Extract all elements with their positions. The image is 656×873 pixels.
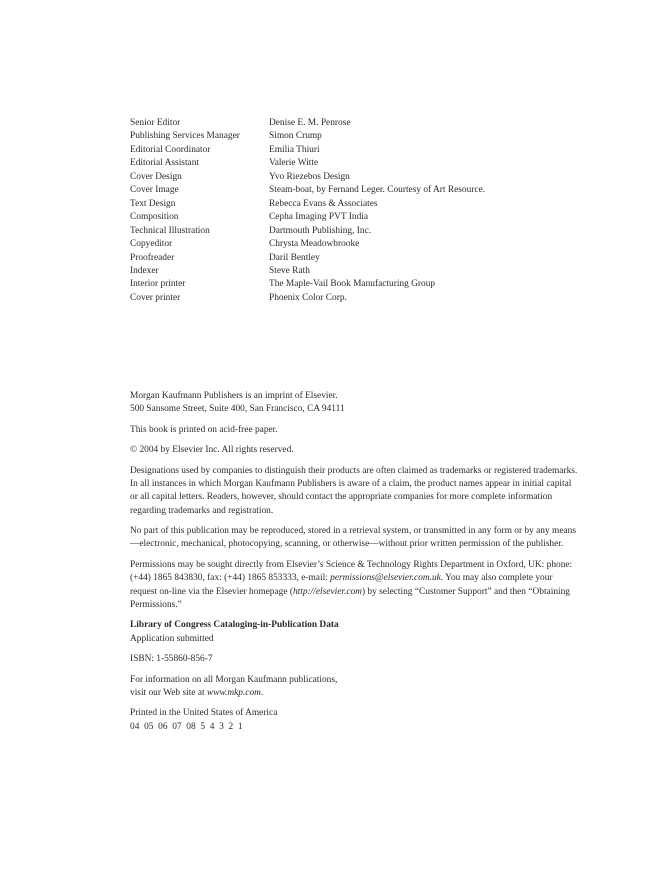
credit-name: Steam-boat, by Fernand Leger. Courtesy of Art Resource. [269, 185, 486, 196]
permissions-text: ) by selecting “Customer Support” and then “Obtaining Permissions.” [130, 586, 570, 610]
credit-row [130, 198, 630, 211]
credit-name: Dartmouth Publishing, Inc. [269, 225, 372, 236]
print-line: 04 05 06 07 08 5 4 3 2 1 [130, 721, 243, 732]
copyright-imprint [130, 390, 580, 741]
paper-note: This book is printed on acid-free paper. [130, 424, 278, 435]
info-line: For information on all Morgan Kaufmann publications, [130, 674, 338, 685]
credit-role: Editorial Assistant [130, 158, 200, 169]
credit-row [130, 292, 630, 305]
website-url: www.mkp.com [206, 687, 261, 698]
credit-role: Editorial Coordinator [130, 144, 211, 155]
credit-role: Senior Editor [130, 118, 181, 128]
permissions-text: . You may also complete your request on-line via the Elsevier homepage ( [130, 573, 553, 597]
permissions-notice [130, 559, 580, 612]
production-credits [130, 117, 630, 305]
credit-name: Chrysta Meadowbrooke [269, 239, 360, 250]
credit-row [130, 157, 630, 170]
info-text: visit our Web site at [130, 687, 207, 698]
credit-role: Composition [130, 212, 179, 223]
credit-row [130, 117, 630, 130]
credit-name: Rebecca Evans & Associates [269, 198, 378, 209]
credit-role: Publishing Services Manager [130, 131, 240, 142]
credit-row [130, 130, 630, 143]
credit-name: The Maple-Vail Book Manufacturing Group [269, 279, 436, 290]
credit-row [130, 278, 630, 291]
credit-name: Phoenix Color Corp. [269, 292, 347, 303]
cip-status: Application submitted [130, 633, 214, 644]
credit-role: Proofreader [130, 252, 175, 263]
credit-row [130, 211, 630, 224]
credit-name: Cepha Imaging PVT India [269, 212, 369, 223]
cip-block [130, 619, 580, 646]
credit-role: Copyeditor [130, 239, 173, 250]
credit-name: Yvo Riezebos Design [269, 171, 350, 182]
credit-role: Indexer [130, 265, 159, 276]
reproduction-notice: No part of this publication may be reproduced, stored in a retrieval system, or transmitted in any form or by any means—electronic, mechanical, photocopying, scanning, or otherwise—without prior written permission of the publisher. [130, 526, 576, 550]
publisher-website-info [130, 674, 580, 701]
credit-row [130, 184, 630, 197]
credit-role: Text Design [130, 198, 176, 209]
credit-role: Cover Image [130, 185, 179, 196]
isbn: ISBN: 1-55860-856-7 [130, 654, 213, 665]
credit-row [130, 225, 630, 238]
credit-name: Emilia Thiuri [269, 144, 320, 155]
credit-role: Cover Design [130, 171, 182, 182]
permissions-email: permissions@elsevier.com.uk [330, 573, 441, 584]
credit-role: Interior printer [130, 279, 186, 290]
credit-name: Steve Rath [269, 265, 310, 276]
credit-row [130, 252, 630, 265]
credit-role: Technical Illustration [130, 225, 210, 236]
trademark-notice: Designations used by companies to distinguish their products are often claimed as trademarks or registered trademarks. In all instances in which Morgan Kaufmann Publishers is aware of a claim, the product names appear in initial capital or all capital letters. Readers, however, should contact the appropriate companies for more complete information regarding trademarks and registration. [130, 465, 578, 516]
credit-name: Simon Crump [269, 131, 322, 142]
credit-row [130, 265, 630, 278]
credit-role: Cover printer [130, 292, 181, 303]
info-line [130, 687, 580, 700]
permissions-text: Permissions may be sought directly from Elsevier’s Science & Technology Rights Department in Oxford, UK: phone: (+44) 1865 843830, fax: (+44) 1865 853333, e-mail: [130, 559, 573, 584]
credit-row [130, 144, 630, 157]
publisher-address: 500 Sansome Street, Suite 400, San Francisco, CA 94111 [130, 404, 345, 415]
credit-name: Valerie Witte [269, 158, 319, 169]
publisher-info [130, 390, 580, 417]
credit-row [130, 171, 630, 184]
credit-row [130, 238, 630, 251]
copyright-notice: © 2004 by Elsevier Inc. All rights reserved. [130, 445, 294, 456]
info-text: . [260, 687, 264, 698]
credit-name: Daril Bentley [269, 252, 320, 263]
printed-in: Printed in the United States of America [130, 708, 278, 719]
cip-title: Library of Congress Cataloging-in-Publication Data [130, 620, 339, 631]
printing-info [130, 707, 580, 734]
publisher-line: Morgan Kaufmann Publishers is an imprint of Elsevier. [130, 391, 338, 401]
elsevier-homepage-url: http://elsevier.com [292, 586, 362, 597]
credit-name: Denise E. M. Penrose [269, 118, 351, 128]
